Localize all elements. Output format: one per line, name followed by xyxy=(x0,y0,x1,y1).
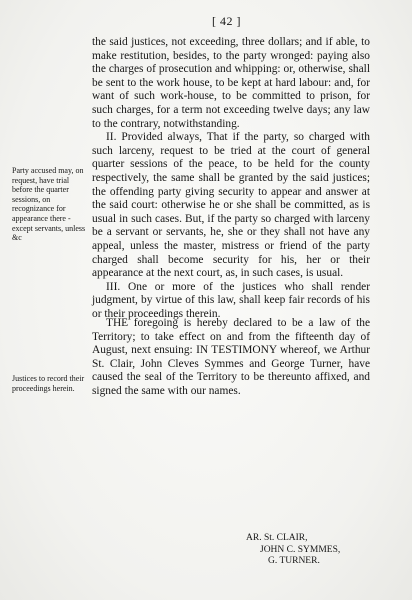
signature-st-clair: AR. St. CLAIR, xyxy=(246,533,308,543)
signature-block xyxy=(244,533,340,568)
law-text xyxy=(92,36,370,321)
section-three-paragraph: III. One or more of the justices who shall render judgment, by virtue of this law, shall keep fair records of his or their proceedings therein. xyxy=(92,280,370,320)
signature-turner: G. TURNER. xyxy=(268,556,320,566)
page-number: [ 42 ] xyxy=(212,14,241,28)
declaration-paragraph: THE foregoing is hereby declared to be a law of the Territory; to take effect on and from the fifteenth day of August, next ensuing: IN TESTIMONY whereof, we Arthur St. Clair, John Cleves Symmes and George Turner, have caused the seal of the Territory to be thereunto affixed, and signed the same with our names. xyxy=(92,317,370,397)
paragraph-continuation: the said justices, not exceeding, three dollars; and if able, to make restitution, besides, to the party wronged: paying also the charges of prosecution and whipping: or, otherwise, shall be sent to the work house, to be kept at hard labour: and, for want of such work-house, to be committed to prison, for such charges, for a term not exceeding twelve days; any law to the contrary, notwithstanding. xyxy=(92,36,370,130)
signature-symmes: JOHN C. SYMMES, xyxy=(260,544,341,555)
section-two-paragraph: II. Provided always, That if the party, so charged with such larceny, request to be tried at the court of general quarter sessions of the peace, to be held for the county respectively, the same shall be granted by the said justices; the offending party giving security to appear and answer at the said court: otherwise he or she shall be committed, as is usual in such cases. But, if the party so charged with larceny be a servant or servants, he, she or they shall not have any appeal, unless the master, mistress or friend of the party charged shall become security for his, her or their appearance at the next court, as, in such cases, is usual. xyxy=(92,131,370,280)
enactment-clause xyxy=(92,317,370,399)
margin-note-records: Justices to record their proceedings herein. xyxy=(12,374,85,393)
margin-note-trial: Party accused may, on request, have trial before the quarter sessions, on recognizance for appearance there - except servants, unless &c xyxy=(12,166,86,243)
